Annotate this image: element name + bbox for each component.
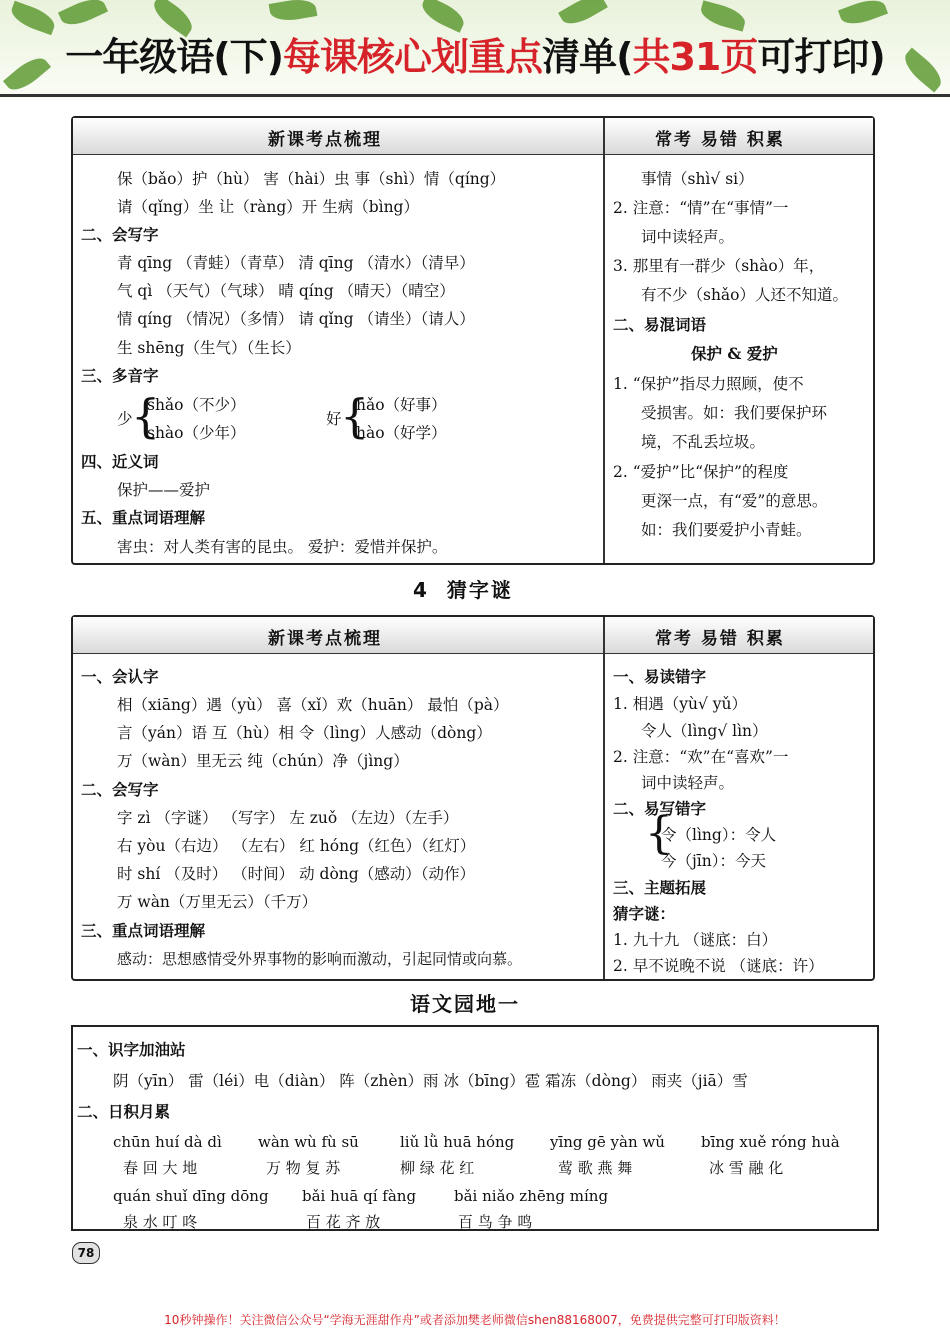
box-header-right <box>605 118 873 155</box>
section-heading: 一、识字加油站 <box>77 1040 186 1059</box>
phrase-pinyin: liǔ lǜ huā hóng <box>400 1133 515 1151</box>
section-heading: 三、多音字 <box>81 366 159 385</box>
box-header-left <box>73 118 603 155</box>
text-line: 更深一点，有“爱”的意思。 <box>641 492 828 510</box>
column-divider <box>603 118 605 563</box>
box-header-label: 新课考点梳理 <box>268 629 382 649</box>
section-heading: 三、重点词语理解 <box>81 921 206 940</box>
phrase-pinyin: bīng xuě róng huà <box>701 1133 840 1151</box>
lesson-number: 4 <box>413 578 429 602</box>
title-part: 可打印) <box>757 35 885 79</box>
text-line: 境，不乱丢垃圾。 <box>641 433 766 451</box>
subheading: 猜字谜： <box>613 904 676 923</box>
lesson3-summary-box <box>71 116 875 565</box>
text-line: 感动：思想感情受外界事物的影响而激动，引起同情或向慕。 <box>117 950 523 968</box>
page-title <box>0 26 950 81</box>
polyphone-reading: hào（好学） <box>356 424 447 442</box>
text-line: 今（jīn）：今天 <box>661 852 766 870</box>
polyphone-reading: shào（少年） <box>147 424 246 442</box>
lesson4-summary-box <box>71 615 875 981</box>
phrase-pinyin: yīng gē yàn wǔ <box>550 1133 665 1151</box>
section-heading: 二、会写字 <box>81 225 159 244</box>
text-line: 万（wàn）里无云 纯（chún）净（jìng） <box>117 752 409 770</box>
brace-symbol: { <box>645 808 673 859</box>
page-header <box>0 0 950 100</box>
text-line: 请（qǐng）坐 让（ràng）开 生病（bìng） <box>117 198 419 216</box>
text-line: 1. 九十九 （谜底：白） <box>613 931 778 949</box>
lesson-title <box>413 574 513 603</box>
phrase-pinyin: bǎi niǎo zhēng míng <box>454 1187 609 1205</box>
text-line: 青 qīng （青蛙）（青草） 清 qīng （清水）（清早） <box>117 254 475 272</box>
section-heading: 二、会写字 <box>81 780 159 799</box>
text-line: 2. 注意：“欢”在“喜欢”一 <box>613 748 789 766</box>
text-line: 受损害。如：我们要保护环 <box>641 404 828 422</box>
garden-box <box>71 1025 879 1231</box>
page-number: 78 <box>72 1242 100 1264</box>
text-line: 生 shēng（生气）（生长） <box>117 339 301 357</box>
text-line: 令人（lìng√ lìn） <box>641 722 768 740</box>
box-header-label: 常考 易错 积累 <box>655 130 785 150</box>
phrase-pinyin: wàn wù fù sū <box>258 1133 359 1151</box>
title-part: 一年级语(下) <box>65 35 284 79</box>
text-line: 词中读轻声。 <box>641 774 735 792</box>
text-line: 令（lìng）：令人 <box>661 826 777 844</box>
polyphone-reading: hǎo（好事） <box>356 396 447 414</box>
text-line: 保（bǎo）护（hù） 害（hài）虫 事（shì）情（qíng） <box>117 170 506 188</box>
section-heading: 二、易混词语 <box>613 315 707 334</box>
section-heading: 五、重点词语理解 <box>81 508 206 527</box>
polyphone-char: 好 <box>326 410 342 428</box>
footer-notice: 10秒钟操作！关注微信公众号“学海无涯甜作舟”或者添加樊老师微信shen88168007，免费提供完整可打印版资料！ <box>164 1313 786 1327</box>
title-part: 清单( <box>542 35 633 79</box>
section-heading: 二、易写错字 <box>613 799 707 818</box>
phrase-hanzi: 泉 水 叮 咚 <box>123 1213 198 1231</box>
phrase-pinyin: chūn huí dà dì <box>113 1133 222 1151</box>
phrase-hanzi: 百 鸟 争 鸣 <box>458 1213 533 1231</box>
phrase-hanzi: 莺 歌 燕 舞 <box>558 1159 633 1177</box>
phrase-pinyin: quán shuǐ dīng dōng <box>113 1187 269 1205</box>
text-line: 右 yòu（右边） （左右） 红 hóng（红色）（红灯） <box>117 837 476 855</box>
section-heading: 四、近义词 <box>81 452 159 471</box>
text-line: 阴（yīn） 雷（léi）电（diàn） 阵（zhèn）雨 冰（bīng）雹 霜冻（dòng） 雨夹（jiā）雪 <box>113 1072 748 1090</box>
subheading: 保护 & 爱护 <box>691 344 778 363</box>
phrase-pinyin: bǎi huā qí fàng <box>302 1187 417 1205</box>
text-line: 害虫：对人类有害的昆虫。 爱护：爱惜并保护。 <box>117 538 448 556</box>
brace-symbol: { <box>340 389 370 443</box>
section-title: 语文园地一 <box>410 992 520 1016</box>
text-line: 保护——爱护 <box>117 481 211 499</box>
text-line: 情 qíng （情况）（多情） 请 qǐng （请坐）（请人） <box>117 310 475 328</box>
text-line: 2. 早不说晚不说 （谜底：许） <box>613 957 824 975</box>
brace-symbol: { <box>131 389 161 443</box>
header-divider <box>0 94 950 97</box>
phrase-hanzi: 柳 绿 花 红 <box>400 1159 475 1177</box>
text-line: 言（yán）语 互（hù）相 令（lìng）人感动（dòng） <box>117 724 492 742</box>
leaf-decoration <box>269 0 318 24</box>
phrase-hanzi: 万 物 复 苏 <box>266 1159 341 1177</box>
section-heading: 一、会认字 <box>81 667 159 686</box>
polyphone-reading: shǎo（不少） <box>147 396 246 414</box>
text-line: 字 zì （字谜） （写字） 左 zuǒ （左边）（左手） <box>117 809 459 827</box>
text-line: 3. 那里有一群少（shào）年， <box>613 257 825 275</box>
box-header-left <box>73 617 603 654</box>
section-heading: 一、易读错字 <box>613 667 707 686</box>
title-part: 每课核心划重点 <box>283 35 543 79</box>
text-line: 2. 注意：“情”在“事情”一 <box>613 199 789 217</box>
section-heading: 二、日积月累 <box>77 1102 171 1121</box>
phrase-hanzi: 春 回 大 地 <box>123 1159 198 1177</box>
polyphone-char: 少 <box>117 410 133 428</box>
text-line: 如：我们要爱护小青蛙。 <box>641 521 812 539</box>
text-line: 1. 相遇（yù√ yǔ） <box>613 695 747 713</box>
text-line: 词中读轻声。 <box>641 228 735 246</box>
text-line: 相（xiāng）遇（yù） 喜（xǐ）欢（huān） 最怕（pà） <box>117 696 509 714</box>
text-line: 有不少（shǎo）人还不知道。 <box>641 286 849 304</box>
text-line: 1. “保护”指尽力照顾，使不 <box>613 375 804 393</box>
text-line: 气 qì （天气）（气球） 晴 qíng （晴天）（晴空） <box>117 282 455 300</box>
phrase-hanzi: 冰 雪 融 化 <box>709 1159 784 1177</box>
text-line: 事情（shì√ si） <box>641 170 754 188</box>
text-line: 2. “爱护”比“保护”的程度 <box>613 463 789 481</box>
phrase-hanzi: 百 花 齐 放 <box>306 1213 381 1231</box>
column-divider <box>603 617 605 979</box>
lesson-name: 猜字谜 <box>446 578 513 602</box>
title-part: 共31页 <box>632 35 758 79</box>
box-header-label: 常考 易错 积累 <box>655 629 785 649</box>
text-line: 万 wàn（万里无云）（千万） <box>117 893 318 911</box>
box-header-label: 新课考点梳理 <box>268 130 382 150</box>
section-heading: 三、主题拓展 <box>613 878 707 897</box>
box-header-right <box>605 617 873 654</box>
leaf-decoration <box>838 0 888 29</box>
text-line: 时 shí （及时） （时间） 动 dòng（感动）（动作） <box>117 865 475 883</box>
